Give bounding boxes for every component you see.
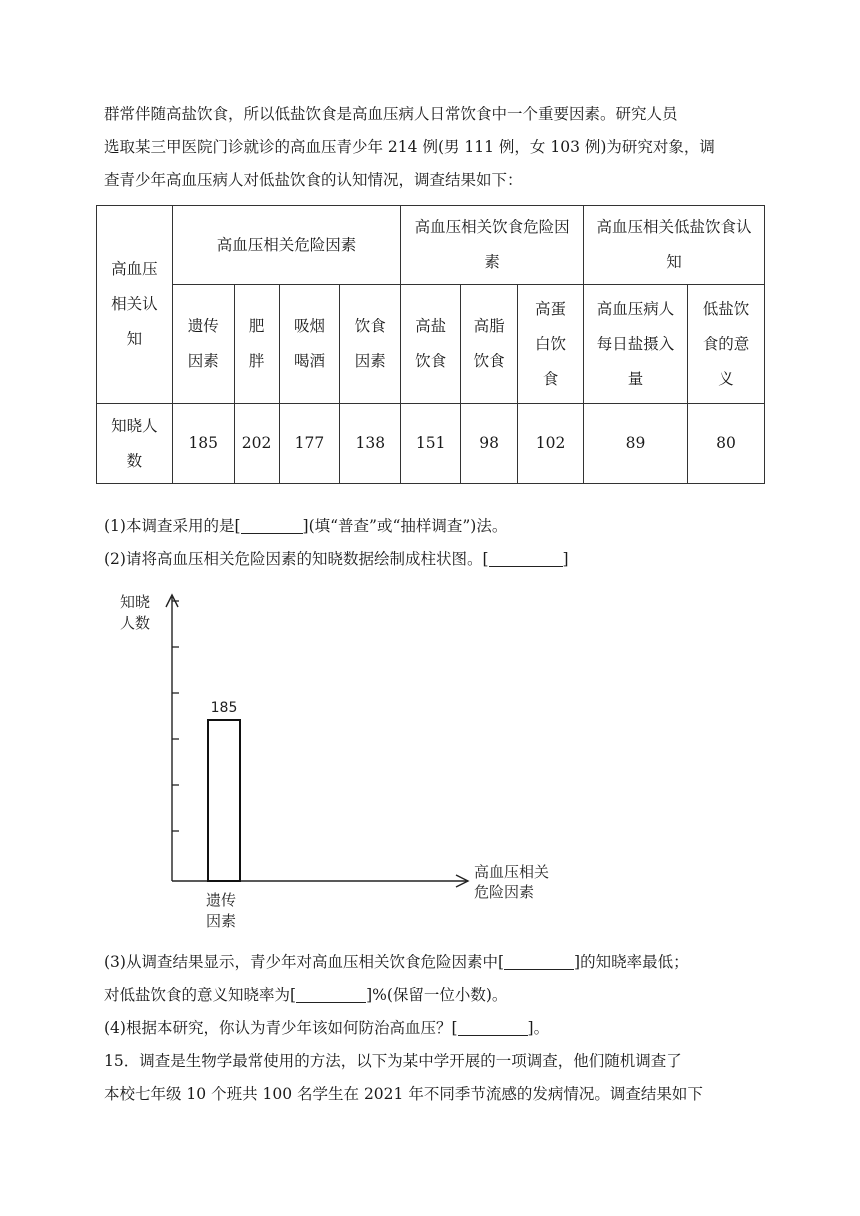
group-header-diet-risk: [401, 206, 584, 285]
table-cell: 151: [401, 404, 461, 484]
column-header: 高盐饮食: [401, 285, 461, 404]
data-row-label: 知晓人数: [97, 404, 173, 484]
column-header: 低盐饮食的意义: [687, 285, 764, 404]
question-15-line: 本校七年级 10 个班共 100 名学生在 2021 年不同季节流感的发病情况。调查结果如下: [104, 1085, 703, 1103]
y-axis-label: 知晓 人数: [120, 593, 151, 632]
bar: [208, 720, 240, 881]
column-header: 高脂饮食: [461, 285, 518, 404]
intro-line: 选取某三甲医院门诊就诊的高血压青少年 214 例(男 111 例，女 103 例)为研究对象，调: [104, 138, 715, 156]
question-15: [104, 1045, 764, 1111]
survey-table: [96, 205, 765, 484]
bar-chart: [100, 585, 580, 945]
question-15-line: 15．调查是生物学最常使用的方法，以下为某中学开展的一项调查，他们随机调查了: [104, 1052, 682, 1070]
y-ticks: [172, 601, 179, 831]
column-header: 饮食因素: [340, 285, 401, 404]
data-label: 185: [210, 700, 238, 716]
table-cell: 202: [234, 404, 279, 484]
answer-blank[interactable]: [241, 517, 303, 534]
column-header: 高蛋白饮食: [518, 285, 584, 404]
answer-blank[interactable]: [504, 953, 574, 970]
row-header-cell: [97, 206, 173, 404]
table-cell: 102: [518, 404, 584, 484]
group-header-risk: 高血压相关危险因素: [172, 206, 400, 285]
question-4: (4)根据本研究，你认为青少年该如何防治高血压？[ ]。: [104, 1019, 550, 1037]
group-header-low-salt: [584, 206, 765, 285]
table-cell: 177: [279, 404, 340, 484]
answer-blank[interactable]: [296, 986, 366, 1003]
bars: [206, 700, 240, 930]
category-label: 遗传因素: [206, 891, 237, 930]
row-header-text: 高血压相关认知: [111, 260, 158, 348]
intro-paragraph: [104, 98, 764, 197]
column-header: 遗传因素: [172, 285, 234, 404]
x-axis-label: 高血压相关 危险因素: [474, 863, 550, 901]
answer-blank[interactable]: [489, 550, 563, 567]
question-1: (1)本调查采用的是[ ](填“普查”或“抽样调查”)法。: [104, 517, 508, 535]
column-header: 肥胖: [234, 285, 279, 404]
answer-blank[interactable]: [458, 1019, 528, 1036]
intro-line: 群常伴随高盐饮食，所以低盐饮食是高血压病人日常饮食中一个重要因素。研究人员: [104, 105, 678, 123]
table-cell: 185: [172, 404, 234, 484]
question-3-line-1: (3)从调查结果显示，青少年对高血压相关饮食危险因素中[ ]的知晓率最低；: [104, 953, 689, 971]
table-cell: 80: [687, 404, 764, 484]
table-cell: 98: [461, 404, 518, 484]
question-2: (2)请将高血压相关危险因素的知晓数据绘制成柱状图。[ ]: [104, 550, 569, 568]
question-3-line-2: 对低盐饮食的意义知晓率为[ ]%(保留一位小数)。: [104, 986, 508, 1004]
group-header-text: 高血压相关饮食危险因素: [414, 218, 570, 271]
table-cell: 138: [340, 404, 401, 484]
column-header: 吸烟喝酒: [279, 285, 340, 404]
intro-line: 查青少年高血压病人对低盐饮食的认知情况，调查结果如下：: [104, 171, 523, 189]
group-header-text: 高血压相关低盐饮食认知: [596, 218, 752, 271]
table-cell: 89: [584, 404, 688, 484]
column-header: 高血压病人每日盐摄入量: [584, 285, 688, 404]
